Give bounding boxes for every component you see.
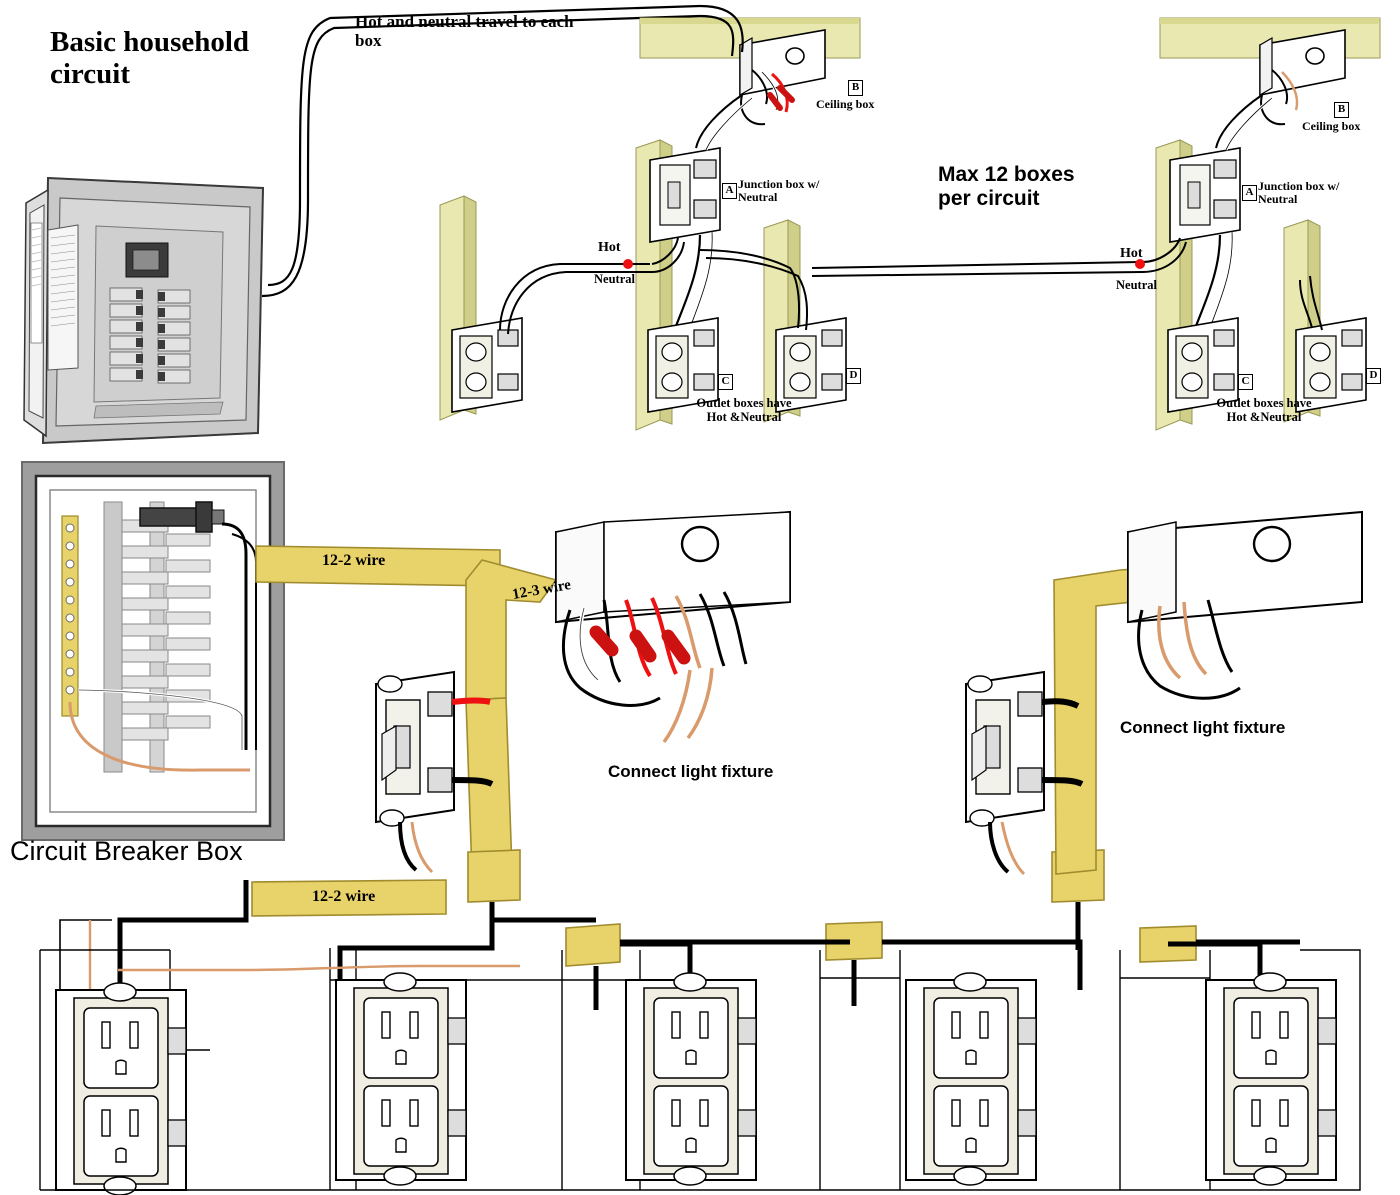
callout-c-1: C [718, 374, 733, 390]
label-connect-light-fixture-1: Connect light fixture [608, 762, 774, 781]
callout-a-1: A [722, 183, 737, 199]
label-hot-neutral-travel: Hot and neutral travel to each box [355, 12, 574, 51]
label-cable-12-3: 12-3 wire [510, 576, 573, 604]
label-ceiling-box-1: Ceiling box [816, 97, 875, 111]
label-circuit-breaker-box: Circuit Breaker Box [10, 836, 243, 866]
label-hot-1: Hot [598, 240, 621, 255]
callout-b-1: B [848, 80, 863, 96]
page-title: Basic household circuit [50, 26, 250, 91]
top-wiring-diagram [0, 0, 1400, 460]
bottom-wiring-diagram [0, 450, 1400, 1195]
label-connect-light-fixture-2: Connect light fixture [1120, 718, 1286, 737]
callout-d-2: D [1366, 368, 1381, 384]
label-junction-box-1: Junction box w/ Neutral [738, 177, 820, 205]
label-cable-12-2-bottom: 12-2 wire [312, 888, 376, 905]
label-max-boxes: Max 12 boxes per circuit [938, 163, 1075, 210]
label-outlet-boxes-2: Outlet boxes have Hot &Neutral [1216, 396, 1312, 424]
label-cable-12-2-top: 12-2 wire [322, 552, 386, 569]
label-junction-box-2: Junction box w/ Neutral [1258, 179, 1340, 207]
label-ceiling-box-2: Ceiling box [1302, 119, 1361, 133]
label-neutral-2: Neutral [1116, 278, 1157, 292]
label-hot-2: Hot [1120, 246, 1143, 261]
callout-a-2: A [1242, 185, 1257, 201]
label-outlet-boxes-1: Outlet boxes have Hot &Neutral [696, 396, 792, 424]
callout-d-1: D [846, 368, 861, 384]
callout-b-2: B [1334, 102, 1349, 118]
callout-c-2: C [1238, 374, 1253, 390]
label-neutral-1: Neutral [594, 272, 635, 286]
